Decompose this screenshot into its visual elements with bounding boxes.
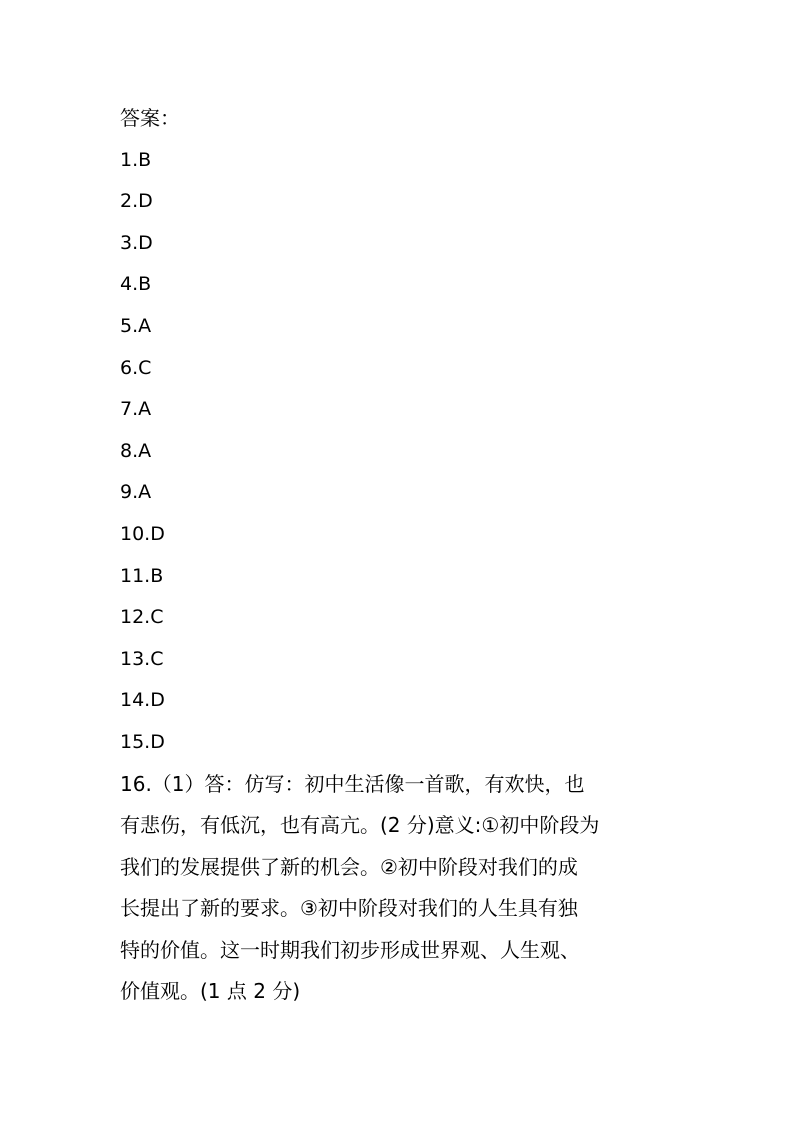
answer-item-9: 9.A [120,481,152,504]
document-page [120,98,680,1013]
question-16-line: 长提出了新的要求。③初中阶段对我们的人生具有独 [120,896,578,921]
question-16-line: 有悲伤，有低沉，也有高亢。(2 分)意义:①初中阶段为 [120,813,600,838]
question-16-line: 16.（1）答：仿写：初中生活像一首歌，有欢快，也 [120,771,585,796]
answer-item-15: 15.D [120,730,165,753]
answer-item-5: 5.A [120,314,152,337]
question-16-line: 特的价值。这一时期我们初步形成世界观、人生观、 [120,937,580,962]
answer-item-14: 14.D [120,689,165,712]
answer-item-1: 1.B [120,148,152,171]
answer-list [120,140,680,764]
question-16-line: 价值观。(1 点 2 分) [120,979,301,1004]
answer-item-11: 11.B [120,564,164,587]
answer-item-4: 4.B [120,273,152,296]
answer-item-6: 6.C [120,356,152,379]
answer-item-7: 7.A [120,398,152,421]
answers-heading: 答案： [120,106,180,130]
answer-item-8: 8.A [120,439,152,462]
answer-item-13: 13.C [120,647,164,670]
answer-item-10: 10.D [120,522,165,545]
answer-item-3: 3.D [120,231,153,254]
question-16-line: 我们的发展提供了新的机会。②初中阶段对我们的成 [120,854,578,879]
answer-item-12: 12.C [120,606,164,629]
question-16-answer [120,764,680,1014]
answer-item-2: 2.D [120,190,153,213]
